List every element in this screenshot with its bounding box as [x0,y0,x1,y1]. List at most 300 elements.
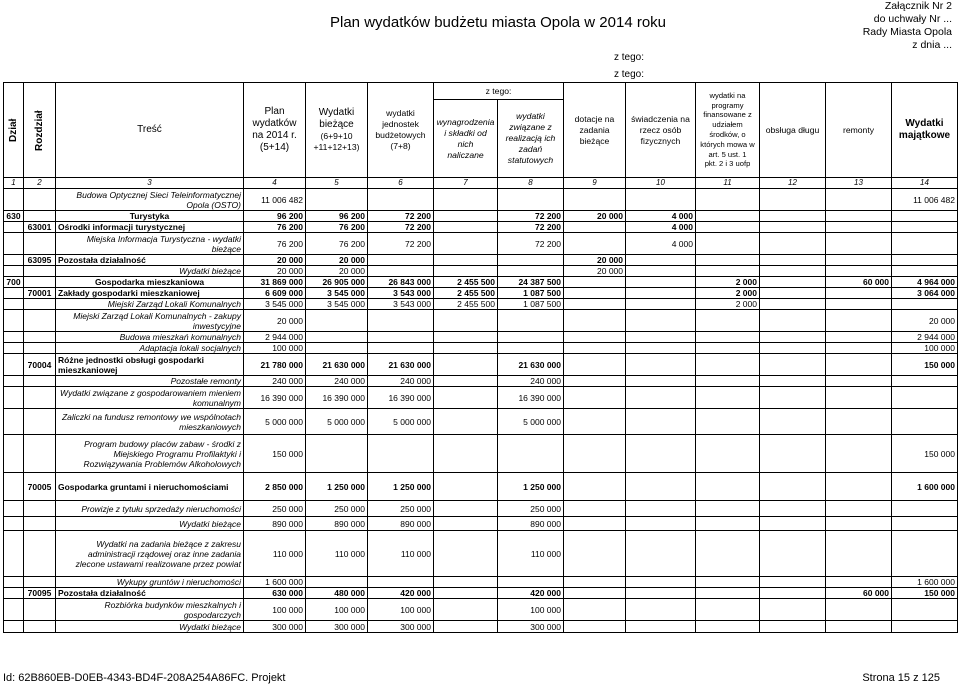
cell-rozdzial [24,299,56,310]
cell-value [696,255,760,266]
cell-value [564,501,626,517]
cell-value [892,222,958,233]
header-text: realizacją ich [505,133,556,143]
table-row [4,435,958,473]
cell-value [892,233,958,255]
attachment-line: do uchwały Nr ... [873,13,952,25]
cell-rozdzial [24,376,56,387]
cell-value [696,435,760,473]
cell-value: 100 000 [306,599,368,621]
cell-value: 1 250 000 [368,473,434,501]
header-wydatki-statutowe [498,100,564,178]
cell-value: 110 000 [368,531,434,577]
cell-value [826,621,892,633]
cell-value: 16 390 000 [498,387,564,409]
cell-value [368,577,434,588]
cell-value: 1 087 500 [498,288,564,299]
cell-dzial [4,343,24,354]
cell-value: 420 000 [498,588,564,599]
cell-value [434,599,498,621]
header-wynagrodzenia [434,100,498,178]
cell-value [696,189,760,211]
cell-tresc: Zakłady gospodarki mieszkaniowej [56,288,244,299]
header-text: wynagrodzenia [436,116,495,127]
cell-value [892,621,958,633]
cell-value [696,409,760,435]
cell-value: 250 000 [306,501,368,517]
cell-value [696,376,760,387]
cell-value: 72 200 [368,233,434,255]
cell-rozdzial [24,501,56,517]
col-number: 12 [760,178,826,189]
cell-value [626,354,696,376]
cell-value: 890 000 [244,517,306,531]
cell-value: 24 387 500 [498,277,564,288]
cell-dzial [4,501,24,517]
cell-value: 3 543 000 [368,299,434,310]
cell-value: 1 600 000 [892,473,958,501]
header-text: świadczenia na [631,113,690,124]
cell-value [564,354,626,376]
cell-value [498,310,564,332]
table-row [4,599,958,621]
cell-dzial [4,222,24,233]
cell-value: 4 000 [626,211,696,222]
cell-dzial: 630 [4,211,24,222]
cell-value: 6 609 000 [244,288,306,299]
cell-rozdzial [24,189,56,211]
cell-rozdzial: 63095 [24,255,56,266]
attachment-line: z dnia ... [912,39,952,51]
header-text: wydatki [516,111,545,121]
cell-value [564,233,626,255]
cell-rozdzial: 70095 [24,588,56,599]
cell-value [696,577,760,588]
cell-value [626,435,696,473]
cell-value [892,409,958,435]
cell-value [826,189,892,211]
cell-value [626,299,696,310]
cell-tresc: Pozostała działalność [56,255,244,266]
cell-value [434,517,498,531]
cell-tresc: Pozostałe remonty [56,376,244,387]
cell-value: 2 455 500 [434,277,498,288]
cell-value [626,277,696,288]
cell-value: 21 630 000 [368,354,434,376]
header-text: zadania [579,124,610,135]
cell-value: 150 000 [892,588,958,599]
cell-value: 2 000 [696,277,760,288]
col-number: 5 [306,178,368,189]
attachment-note [863,0,952,52]
cell-dzial [4,299,24,310]
cell-tresc: Wydatki bieżące [56,621,244,633]
table-row [4,577,958,588]
cell-value [826,517,892,531]
cell-value: 20 000 [564,266,626,277]
cell-value [564,332,626,343]
table-row [4,517,958,531]
cell-value: 96 200 [306,211,368,222]
cell-value [564,310,626,332]
cell-value: 20 000 [244,310,306,332]
cell-rozdzial [24,211,56,222]
cell-tresc: Miejska Informacja Turystyczna - wydatki bieżące [56,233,244,255]
cell-value: 26 843 000 [368,277,434,288]
cell-value: 110 000 [498,531,564,577]
cell-rozdzial [24,531,56,577]
footer-page-number: Strona 15 z 125 [862,672,940,684]
cell-dzial [4,332,24,343]
cell-dzial [4,354,24,376]
cell-value [434,233,498,255]
cell-dzial [4,588,24,599]
cell-value [564,376,626,387]
cell-value [826,376,892,387]
cell-value [306,435,368,473]
cell-value: 3 545 000 [306,288,368,299]
cell-value [564,588,626,599]
table-row [4,376,958,387]
cell-value [760,288,826,299]
cell-value: 31 869 000 [244,277,306,288]
cell-value: 100 000 [892,343,958,354]
header-text: środków, o [709,130,746,139]
cell-value [306,343,368,354]
cell-value [826,354,892,376]
cell-value [760,517,826,531]
cell-value: 72 200 [368,222,434,233]
cell-value [434,255,498,266]
cell-value [892,211,958,222]
cell-value: 4 000 [626,222,696,233]
header-text: i składki od nich [444,127,487,149]
cell-value [368,310,434,332]
header-text: związane z [509,122,552,132]
cell-value [564,387,626,409]
cell-value: 20 000 [244,266,306,277]
header-text: których mowa w [700,139,755,149]
cell-value [826,599,892,621]
header-text: jednostek [382,119,419,129]
header-text: Wydatki [905,118,944,129]
cell-value: 5 000 000 [306,409,368,435]
header-z-tego: z tego: [434,83,564,100]
cell-value: 20 000 [306,255,368,266]
cell-value [626,255,696,266]
cell-tresc: Adaptacja lokali socjalnych [56,343,244,354]
cell-value [892,266,958,277]
table-row [4,222,958,233]
header-text: rzecz osób [639,124,682,135]
cell-value [626,517,696,531]
cell-value [826,299,892,310]
cell-value: 100 000 [368,599,434,621]
cell-value [826,531,892,577]
cell-value [696,310,760,332]
header-text: pkt. 2 i 3 uofp [704,159,751,169]
cell-dzial [4,473,24,501]
header-text: wydatków [252,118,297,129]
cell-value: 21 630 000 [306,354,368,376]
cell-value [306,310,368,332]
cell-value: 5 000 000 [368,409,434,435]
cell-value [826,332,892,343]
col-number: 8 [498,178,564,189]
cell-rozdzial [24,435,56,473]
table-row [4,473,958,501]
col-number: 1 [4,178,24,189]
col-number: 10 [626,178,696,189]
cell-value [760,332,826,343]
header-dotacje [564,83,626,178]
cell-value: 72 200 [498,211,564,222]
cell-value: 1 600 000 [892,577,958,588]
cell-value: 60 000 [826,588,892,599]
cell-rozdzial [24,599,56,621]
cell-value [564,517,626,531]
cell-value: 16 390 000 [306,387,368,409]
attachment-line: Rady Miasta Opola [862,26,952,38]
cell-value [826,387,892,409]
cell-value [760,387,826,409]
cell-value: 20 000 [892,310,958,332]
table-row [4,354,958,376]
cell-value: 3 064 000 [892,288,958,299]
cell-value: 150 000 [244,435,306,473]
cell-tresc: Wydatki bieżące [56,517,244,531]
cell-value: 20 000 [306,266,368,277]
header-text: (6+9+10 [320,131,353,141]
table-row [4,277,958,288]
table-row [4,588,958,599]
header-obsluga-dlugu: obsługa długu [760,83,826,178]
cell-value [826,343,892,354]
cell-value [696,387,760,409]
z-tego-label: z tego: [614,52,645,63]
cell-value [696,517,760,531]
cell-value: 26 905 000 [306,277,368,288]
cell-value [826,501,892,517]
cell-rozdzial: 70005 [24,473,56,501]
cell-value: 150 000 [892,435,958,473]
cell-value [564,409,626,435]
cell-value: 240 000 [498,376,564,387]
cell-value: 2 000 [696,299,760,310]
cell-value [826,233,892,255]
cell-rozdzial [24,233,56,255]
cell-value [826,255,892,266]
header-dzial: Dział [4,83,24,178]
header-text: bieżące [319,119,354,130]
cell-value [498,343,564,354]
cell-value [892,531,958,577]
cell-value [498,255,564,266]
table-row [4,255,958,266]
cell-value [826,310,892,332]
cell-tresc: Różne jednostki obsługi gospodarki mieszkaniowej [56,354,244,376]
col-number: 11 [696,178,760,189]
cell-value [626,473,696,501]
header-text: na 2014 r. [252,130,297,141]
cell-value [564,343,626,354]
cell-value [368,435,434,473]
cell-value [826,409,892,435]
header-text: wydatki [386,108,415,118]
cell-dzial [4,599,24,621]
cell-value [498,577,564,588]
cell-dzial [4,310,24,332]
cell-value [498,332,564,343]
cell-value: 2 944 000 [244,332,306,343]
cell-dzial [4,621,24,633]
cell-value [760,354,826,376]
cell-value: 3 545 000 [306,299,368,310]
cell-rozdzial [24,266,56,277]
cell-value [626,288,696,299]
cell-value [892,387,958,409]
header-text: (7+8) [390,141,411,151]
table-row [4,299,958,310]
cell-dzial [4,435,24,473]
cell-value: 16 390 000 [368,387,434,409]
cell-value [626,531,696,577]
table-row [4,266,958,277]
cell-rozdzial [24,621,56,633]
cell-value: 300 000 [368,621,434,633]
cell-value: 890 000 [368,517,434,531]
cell-tresc: Prowizje z tytułu sprzedaży nieruchomości [56,501,244,517]
cell-value [368,343,434,354]
header-wydatki-jednostek [368,83,434,178]
header-text: +11+12+13) [313,142,360,152]
header-plan [244,83,306,178]
cell-tresc: Gospodarka gruntami i nieruchomościami [56,473,244,501]
cell-value [306,189,368,211]
cell-value [498,266,564,277]
cell-value [626,577,696,588]
cell-value: 76 200 [244,222,306,233]
cell-value [760,277,826,288]
cell-value: 110 000 [244,531,306,577]
cell-value: 3 545 000 [244,299,306,310]
header-text: dotacje na [574,113,615,124]
cell-rozdzial [24,387,56,409]
cell-value [368,266,434,277]
cell-dzial [4,387,24,409]
cell-rozdzial: 70001 [24,288,56,299]
cell-value: 11 006 482 [892,189,958,211]
cell-value [626,343,696,354]
cell-value [760,299,826,310]
cell-tresc: Pozostała działalność [56,588,244,599]
cell-dzial [4,233,24,255]
cell-value [760,409,826,435]
cell-value: 20 000 [244,255,306,266]
cell-value: 76 200 [306,222,368,233]
cell-value: 420 000 [368,588,434,599]
cell-value [760,588,826,599]
cell-value [434,266,498,277]
cell-value: 20 000 [564,255,626,266]
cell-value [760,376,826,387]
cell-value: 250 000 [498,501,564,517]
cell-value [626,599,696,621]
header-text: Plan [264,106,285,117]
cell-rozdzial [24,517,56,531]
cell-value [564,222,626,233]
cell-value [760,621,826,633]
cell-value: 21 630 000 [498,354,564,376]
cell-value [760,222,826,233]
header-text: wydatki na [709,90,746,100]
col-number: 3 [56,178,244,189]
header-wydatki-majatkowe [892,83,958,178]
cell-value [626,409,696,435]
cell-value [626,376,696,387]
cell-value [696,233,760,255]
cell-value: 100 000 [244,343,306,354]
col-number: 9 [564,178,626,189]
cell-dzial [4,517,24,531]
cell-value [368,332,434,343]
cell-tresc: Zaliczki na fundusz remontowy we wspólnotach mieszkaniowych [56,409,244,435]
table-row [4,531,958,577]
col-number: 6 [368,178,434,189]
cell-tresc: Miejski Zarząd Lokali Komunalnych - zakupy inwestycyjne [56,310,244,332]
cell-value [892,255,958,266]
table-row [4,501,958,517]
cell-value: 76 200 [306,233,368,255]
cell-value [564,473,626,501]
table-row [4,211,958,222]
table-row [4,288,958,299]
cell-value [434,588,498,599]
cell-value: 300 000 [244,621,306,633]
cell-value [696,473,760,501]
cell-value [368,189,434,211]
cell-value [826,288,892,299]
cell-tresc: Gospodarka mieszkaniowa [56,277,244,288]
cell-tresc: Wydatki związane z gospodarowaniem mieniem komunalnym [56,387,244,409]
cell-value: 1 087 500 [498,299,564,310]
table-row [4,233,958,255]
cell-value: 100 000 [498,599,564,621]
cell-value: 480 000 [306,588,368,599]
cell-value: 100 000 [244,599,306,621]
cell-value: 2 944 000 [892,332,958,343]
cell-value [760,577,826,588]
table-row [4,310,958,332]
cell-value [696,332,760,343]
cell-value: 250 000 [368,501,434,517]
cell-tresc: Ośrodki informacji turystycznej [56,222,244,233]
cell-value: 5 000 000 [498,409,564,435]
cell-value [434,435,498,473]
cell-value [696,266,760,277]
cell-value [760,343,826,354]
cell-value [434,310,498,332]
cell-value [760,255,826,266]
cell-value [306,577,368,588]
column-number-row [4,178,958,189]
z-tego-label: z tego: [614,69,645,80]
cell-rozdzial: 63001 [24,222,56,233]
cell-dzial [4,189,24,211]
cell-value [696,354,760,376]
cell-rozdzial [24,409,56,435]
cell-value [434,531,498,577]
